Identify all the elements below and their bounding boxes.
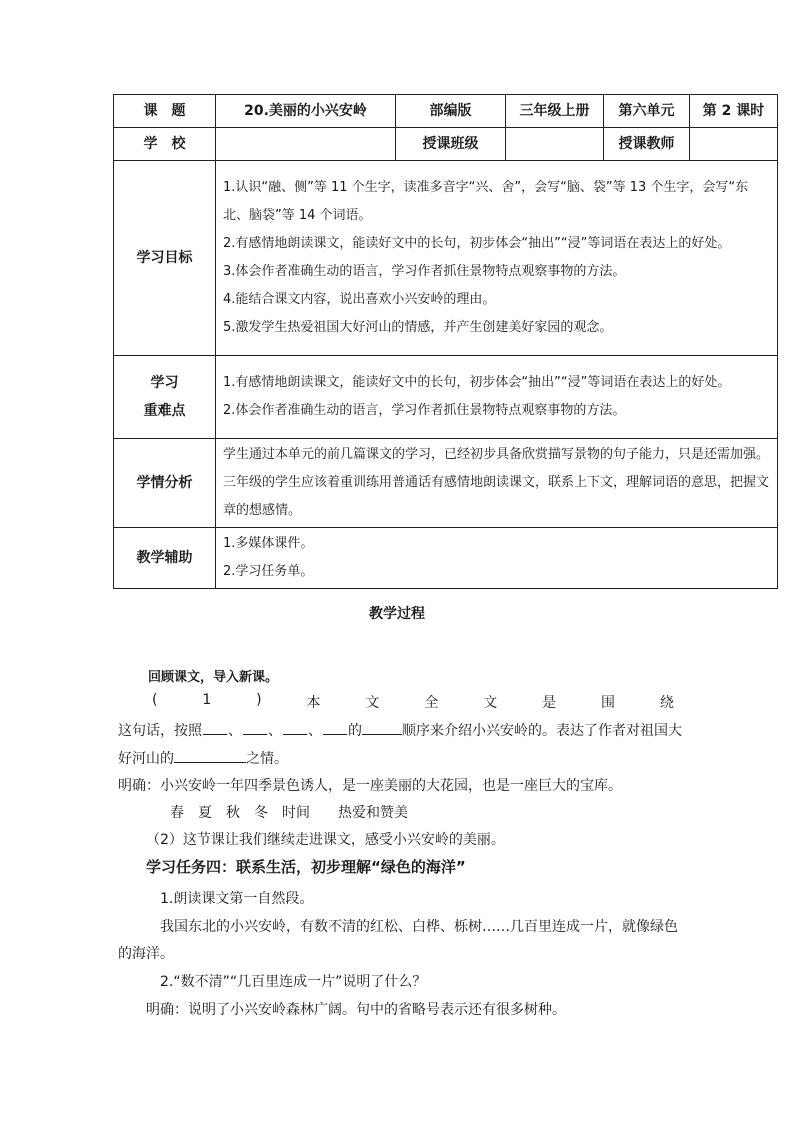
step-2: 2.“数不清”“几百里连成一片”说明了什么？ [160,974,427,990]
passage-line-2: 的海洋。 [118,946,174,962]
objectives-label: 学习目标 [114,161,216,356]
teacher-value [690,128,778,161]
blank[interactable] [174,748,246,763]
answer-keywords: 春 夏 秋 冬 时间 热爱和赞美 [170,805,408,821]
blank[interactable] [323,720,347,735]
class-label: 授课班级 [396,128,506,161]
question-1-line-2: 这句话，按照 、 、 、 的 顺序来介绍小兴安岭的。表达了作者对祖国大 [118,720,682,740]
question-1-line-1: ( 1 ) 本 文 全 文 是 围 绕 [152,692,674,711]
keypoints-label: 学习 重难点 [114,356,216,439]
objectives-content [216,161,778,356]
lesson-info-table [113,94,778,589]
objective-item: 5.激发学生热爱祖国大好河山的情感，并产生创建美好家园的观念。 [223,320,613,335]
objective-item: 1.认识“融、侧”等 11 个生字，读准多音字“兴、舍”，会写“脑、袋”等 13 个生字，会写“东北、脑袋”等 14 个词语。 [223,180,749,223]
section-title: 教学过程 [369,606,425,622]
school-value [216,128,396,161]
objective-item: 3.体会作者准确生动的语言，学习作者抓住景物特点观察事物的方法。 [223,264,626,279]
task-4-heading: 学习任务四：联系生活，初步理解“绿色的海洋” [146,858,466,876]
topic-label: 课 题 [114,95,216,128]
passage-line-1: 我国东北的小兴安岭，有数不清的红松、白桦、栎树……几百里连成一片，就像绿色 [160,919,678,935]
question-2: （2）这节课让我们继续走进课文，感受小兴安岭的美丽。 [146,832,505,848]
question-1-line-3: 好河山的 之情。 [118,748,288,768]
keypoint-item: 2.体会作者准确生动的语言，学习作者抓住景物特点观察事物的方法。 [223,403,626,418]
school-label: 学 校 [114,128,216,161]
aid-item: 1.多媒体课件。 [223,536,314,551]
unit-cell: 第六单元 [604,95,690,128]
keypoints-content [216,356,778,439]
table-row [114,356,778,439]
aids-content [216,528,778,589]
objective-item: 4.能结合课文内容，说出喜欢小兴安岭的理由。 [223,292,496,307]
blank[interactable] [203,720,227,735]
grade-cell: 三年级上册 [506,95,604,128]
aid-item: 2.学习任务单。 [223,564,314,579]
class-value [506,128,604,161]
blank[interactable] [243,720,267,735]
edition-cell: 部编版 [396,95,506,128]
keypoint-item: 1.有感情地朗读课文，能读好文中的长句，初步体会“抽出”“浸”等词语在表达上的好处。 [223,375,731,390]
step-1: 1.朗读课文第一自然段。 [160,891,314,907]
lesson-period-cell: 第 2 课时 [690,95,778,128]
table-row [114,528,778,589]
lesson-title: 20.美丽的小兴安岭 [216,95,396,128]
step-2-answer: 明确：说明了小兴安岭森林广阔。句中的省略号表示还有很多树种。 [146,1002,566,1018]
question-1-answer: 明确：小兴安岭一年四季景色诱人，是一座美丽的大花园，也是一座巨大的宝库。 [118,778,622,794]
analysis-label: 学情分析 [114,439,216,528]
blank[interactable] [362,720,402,735]
table-row [114,161,778,356]
aids-label: 教学辅助 [114,528,216,589]
table-row [114,439,778,528]
blank[interactable] [283,720,307,735]
table-row [114,128,778,161]
table-row [114,95,778,128]
teacher-label: 授课教师 [604,128,690,161]
review-heading: 回顾课文，导入新课。 [148,670,279,685]
objective-item: 2.有感情地朗读课文，能读好文中的长句，初步体会“抽出”“浸”等词语在表达上的好处。 [223,236,731,251]
analysis-content: 学生通过本单元的前几篇课文的学习，已经初步具备欣赏描写景物的句子能力，只是还需加强。三年级的学生应该着重训练用普通话有感情地朗读课文，联系上下文，理解词语的意思，把握文章的想感情。 [216,439,778,528]
